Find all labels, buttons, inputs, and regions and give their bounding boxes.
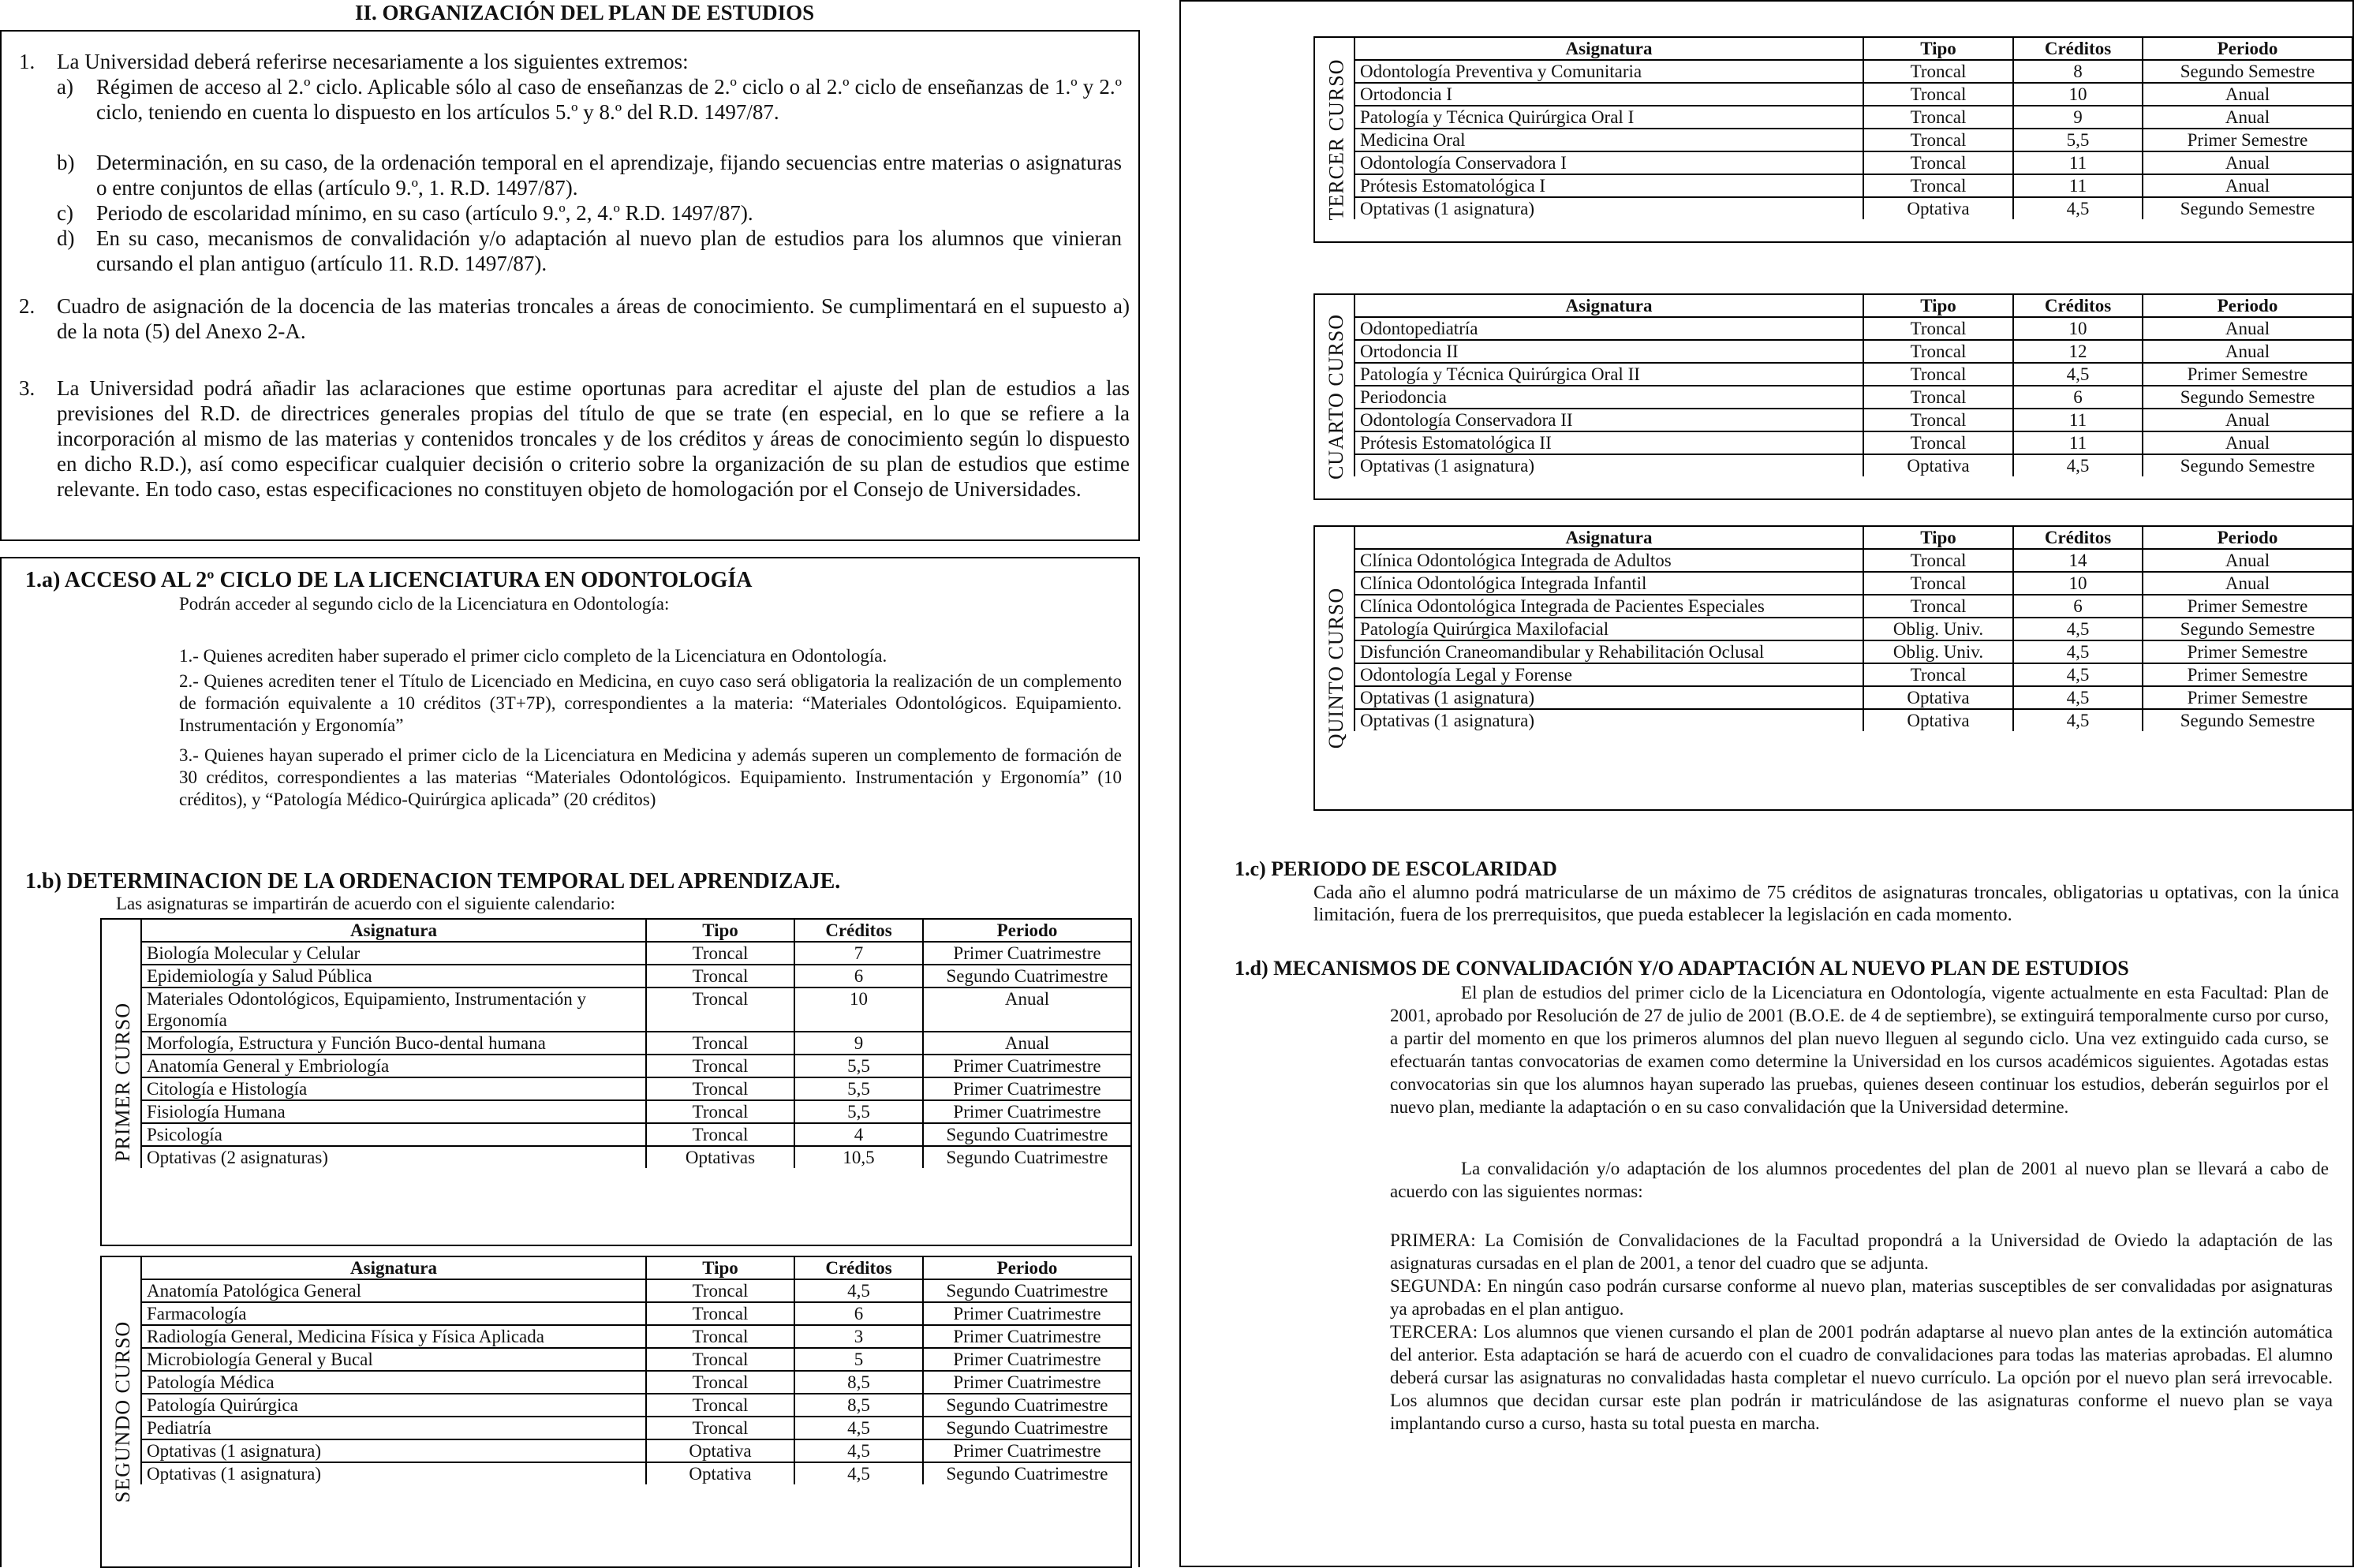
intro-item1-text: La Universidad deberá referirse necesariamente a los siguientes extremos: [57,50,689,73]
cell-creditos: 8,5 [794,1394,923,1417]
course-segundo [100,1256,1132,1568]
cell-asignatura: Optativas (1 asignatura) [1354,709,1863,731]
cell-asignatura: Optativas (1 asignatura) [1354,197,1863,219]
cell-asignatura: Pediatría [141,1417,646,1439]
cell-tipo: Troncal [646,1394,794,1417]
cell-periodo: Segundo Cuatrimestre [923,1394,1130,1417]
cell-tipo: Oblig. Univ. [1863,618,2013,640]
table-row [1354,409,2352,431]
intro-sub-c-text: Periodo de escolaridad mínimo, en su caso (artículo 9.º, 2, 4.º R.D. 1497/87). [96,201,753,225]
cell-creditos: 4,5 [794,1439,923,1462]
table-row [1354,151,2352,174]
header-creditos: Créditos [2013,38,2143,60]
cell-periodo: Anual [2143,549,2352,572]
cell-periodo: Primer Cuatrimestre [923,1055,1130,1077]
table-row [141,965,1130,987]
header-creditos: Créditos [2013,295,2143,317]
table-row [1354,363,2352,386]
table-header-row [1354,38,2352,60]
table-row [141,987,1130,1032]
cell-tipo: Troncal [1863,83,2013,106]
cell-creditos: 4,5 [2013,686,2143,709]
cell-asignatura: Anatomía Patológica General [141,1279,646,1302]
cell-asignatura: Clínica Odontológica Integrada Infantil [1354,572,1863,595]
cell-periodo: Primer Cuatrimestre [923,1100,1130,1123]
cell-tipo: Troncal [646,1371,794,1394]
cell-creditos: 5,5 [794,1077,923,1100]
header-asignatura: Asignatura [141,1257,646,1279]
header-periodo: Periodo [2143,527,2352,549]
access-lead: Podrán acceder al segundo ciclo de la Licenciatura en Odontología: [179,594,670,614]
intro-sub-c-letter: c) [57,201,73,225]
cell-asignatura: Materiales Odontológicos, Equipamiento, Instrumentación y Ergonomía [141,987,646,1032]
cell-tipo: Troncal [1863,151,2013,174]
cell-periodo: Segundo Cuatrimestre [923,1462,1130,1484]
cell-asignatura: Patología Médica [141,1371,646,1394]
table-row [141,1348,1130,1371]
cell-creditos: 10 [2013,83,2143,106]
cell-tipo: Troncal [646,1123,794,1146]
cell-creditos: 4,5 [794,1417,923,1439]
cell-asignatura: Medicina Oral [1354,129,1863,151]
intro-sub-a-text: Régimen de acceso al 2.º ciclo. Aplicable sólo al caso de enseñanzas de 2.º ciclo o al 2.º ciclo de enseñanzas de 1.º y 2.º ciclo, teniendo en cuenta lo dispuesto en los artículos 5.º y 8.º del R.D. 1497/87. [96,75,1122,124]
cell-tipo: Troncal [1863,663,2013,686]
cell-periodo: Anual [2143,174,2352,197]
plan-box-left [0,557,1140,1567]
cell-tipo: Troncal [646,1325,794,1348]
cell-periodo: Anual [2143,409,2352,431]
cell-periodo: Primer Cuatrimestre [923,1348,1130,1371]
table-row [141,1032,1130,1055]
cell-creditos: 6 [2013,595,2143,618]
table-row [1354,386,2352,409]
cell-creditos: 14 [2013,549,2143,572]
cell-creditos: 12 [2013,340,2143,363]
cell-asignatura: Patología Quirúrgica [141,1394,646,1417]
cell-asignatura: Odontología Conservadora II [1354,409,1863,431]
table-row [141,1462,1130,1484]
table-row [1354,129,2352,151]
intro-sub-b-text: Determinación, en su caso, de la ordenación temporal en el aprendizaje, fijando secuencias entre materias o asignaturas o entre conjuntos de ellas (artículo 9.º, 1. R.D. 1497/87). [96,151,1122,200]
cell-asignatura: Disfunción Craneomandibular y Rehabilitación Oclusal [1354,640,1863,663]
header-creditos: Créditos [794,920,923,942]
cell-tipo: Troncal [646,1100,794,1123]
cell-periodo: Anual [2143,431,2352,454]
cell-asignatura: Fisiología Humana [141,1100,646,1123]
cell-tipo: Optativa [1863,709,2013,731]
header-periodo: Periodo [2143,38,2352,60]
cell-creditos: 11 [2013,431,2143,454]
cell-periodo: Primer Semestre [2143,129,2352,151]
convalidacion-rule-1: PRIMERA: La Comisión de Convalidaciones de la Facultad propondrá a la Universidad de Oviedo la adaptación de las asignaturas cursadas en el plan de 2001, a tenor del cuadro que se adjunta. [1390,1230,2333,1273]
cell-asignatura: Patología y Técnica Quirúrgica Oral I [1354,106,1863,129]
cell-asignatura: Patología y Técnica Quirúrgica Oral II [1354,363,1863,386]
table-row [141,1371,1130,1394]
cell-creditos: 6 [794,1302,923,1325]
cell-creditos: 5,5 [2013,129,2143,151]
cell-creditos: 6 [794,965,923,987]
table-header-row [1354,527,2352,549]
cell-creditos: 9 [2013,106,2143,129]
cell-tipo: Optativas [646,1146,794,1168]
header-periodo: Periodo [2143,295,2352,317]
course-tercer-label: TERCER CURSO [1325,58,1347,221]
cell-periodo: Anual [923,987,1130,1032]
cell-creditos: 4,5 [2013,363,2143,386]
cell-tipo: Troncal [1863,386,2013,409]
header-tipo: Tipo [1863,527,2013,549]
cell-periodo: Primer Cuatrimestre [923,942,1130,965]
cell-asignatura: Optativas (1 asignatura) [1354,686,1863,709]
intro-item1-num: 1. [19,50,35,73]
cell-tipo: Troncal [646,1077,794,1100]
cell-periodo: Anual [923,1032,1130,1055]
cell-creditos: 10 [794,987,923,1032]
cell-tipo: Troncal [646,1279,794,1302]
cell-asignatura: Citología e Histología [141,1077,646,1100]
cell-periodo: Primer Cuatrimestre [923,1077,1130,1100]
cell-creditos: 10,5 [794,1146,923,1168]
cell-asignatura: Farmacología [141,1302,646,1325]
intro-item2-num: 2. [19,294,35,318]
cell-periodo: Primer Cuatrimestre [923,1325,1130,1348]
table-row [1354,197,2352,219]
table-row [1354,595,2352,618]
cell-creditos: 4 [794,1123,923,1146]
cell-tipo: Troncal [1863,572,2013,595]
course-tercer [1313,36,2353,243]
course-tercer-table [1354,38,2352,219]
cell-periodo: Segundo Semestre [2143,709,2352,731]
table-row [1354,572,2352,595]
cell-asignatura: Prótesis Estomatológica I [1354,174,1863,197]
cell-asignatura: Ortodoncia I [1354,83,1863,106]
table-row [1354,340,2352,363]
intro-sub-d-text: En su caso, mecanismos de convalidación y/o adaptación al nuevo plan de estudios para los alumnos que vinieran cursando el plan antiguo (artículo 11. R.D. 1497/87). [96,226,1122,275]
cell-asignatura: Odontología Preventiva y Comunitaria [1354,60,1863,83]
cell-tipo: Troncal [1863,129,2013,151]
table-row [141,1325,1130,1348]
header-periodo: Periodo [923,920,1130,942]
access-heading: 1.a) ACCESO AL 2º CICLO DE LA LICENCIATURA EN ODONTOLOGÍA [25,568,753,592]
cell-tipo: Troncal [1863,174,2013,197]
table-row [1354,431,2352,454]
cell-tipo: Troncal [646,1348,794,1371]
cell-creditos: 4,5 [2013,640,2143,663]
cell-periodo: Segundo Semestre [2143,454,2352,476]
convalidacion-heading: 1.d) MECANISMOS DE CONVALIDACIÓN Y/O ADAPTACIÓN AL NUEVO PLAN DE ESTUDIOS [1235,957,2129,980]
cell-asignatura: Microbiología General y Bucal [141,1348,646,1371]
cell-tipo: Troncal [1863,340,2013,363]
header-tipo: Tipo [1863,295,2013,317]
cell-tipo: Troncal [646,1417,794,1439]
cell-creditos: 5,5 [794,1100,923,1123]
cell-periodo: Anual [2143,83,2352,106]
cell-tipo: Optativa [646,1439,794,1462]
intro-item2-text: Cuadro de asignación de la docencia de las materias troncales a áreas de conocimiento. Se cumplimentará en el supuesto a) de la nota (5) del Anexo 2-A. [57,294,1130,343]
table-row [1354,454,2352,476]
header-tipo: Tipo [1863,38,2013,60]
cell-creditos: 5 [794,1348,923,1371]
convalidacion-p2: La convalidación y/o adaptación de los alumnos procedentes del plan de 2001 al nuevo plan se llevará a cabo de acuerdo con las siguientes normas: [1390,1159,2329,1201]
cell-tipo: Troncal [646,1302,794,1325]
cell-asignatura: Odontología Legal y Forense [1354,663,1863,686]
cell-tipo: Troncal [1863,431,2013,454]
course-segundo-table [140,1257,1130,1484]
cell-creditos: 11 [2013,151,2143,174]
cell-periodo: Anual [2143,572,2352,595]
cell-periodo: Primer Semestre [2143,686,2352,709]
cell-tipo: Optativa [1863,454,2013,476]
cell-periodo: Anual [2143,317,2352,340]
course-quinto [1313,525,2353,811]
table-row [141,1146,1130,1168]
cell-asignatura: Odontología Conservadora I [1354,151,1863,174]
cell-periodo: Segundo Semestre [2143,618,2352,640]
access-item-3: 3.- Quienes hayan superado el primer ciclo de la Licenciatura en Medicina y además superen un complemento de formación de 30 créditos, correspondientes a las materias “Materiales Odontológicos. Equipamiento. Instrumentación y Ergonomía” (10 créditos), y “Patología Médico-Quirúrgica aplicada” (20 créditos) [179,745,1122,809]
cell-periodo: Primer Cuatrimestre [923,1302,1130,1325]
header-asignatura: Asignatura [1354,295,1863,317]
table-row [1354,549,2352,572]
header-asignatura: Asignatura [1354,38,1863,60]
table-row [1354,174,2352,197]
cell-periodo: Anual [2143,151,2352,174]
table-row [1354,709,2352,731]
cell-periodo: Primer Cuatrimestre [923,1439,1130,1462]
cell-asignatura: Psicología [141,1123,646,1146]
cell-tipo: Troncal [1863,409,2013,431]
cell-periodo: Primer Cuatrimestre [923,1371,1130,1394]
cell-asignatura: Optativas (1 asignatura) [141,1439,646,1462]
cell-periodo: Primer Semestre [2143,640,2352,663]
table-header-row [1354,295,2352,317]
table-row [1354,686,2352,709]
course-primer [100,918,1132,1246]
course-segundo-label: SEGUNDO CURSO [111,1320,135,1503]
cell-periodo: Primer Semestre [2143,595,2352,618]
temporal-lead: Las asignaturas se impartirán de acuerdo con el siguiente calendario: [116,894,615,913]
intro-sub-a-letter: a) [57,75,73,99]
cell-creditos: 3 [794,1325,923,1348]
cell-periodo: Segundo Cuatrimestre [923,1417,1130,1439]
cell-tipo: Optativa [646,1462,794,1484]
cell-asignatura: Morfología, Estructura y Función Buco-dental humana [141,1032,646,1055]
table-header-row [141,920,1130,942]
cell-creditos: 4,5 [2013,618,2143,640]
cell-tipo: Troncal [646,965,794,987]
table-row [1354,640,2352,663]
intro-sub-b-letter: b) [57,151,75,174]
cell-creditos: 11 [2013,174,2143,197]
cell-tipo: Troncal [646,987,794,1032]
cell-tipo: Troncal [1863,106,2013,129]
table-row [141,1439,1130,1462]
cell-creditos: 4,5 [794,1462,923,1484]
cell-creditos: 5,5 [794,1055,923,1077]
table-row [1354,663,2352,686]
cell-tipo: Troncal [1863,60,2013,83]
cell-periodo: Primer Semestre [2143,663,2352,686]
table-row [141,1417,1130,1439]
intro-sub-d-letter: d) [57,226,75,250]
table-row [141,1100,1130,1123]
course-quinto-label: QUINTO CURSO [1325,587,1347,749]
table-row [141,1055,1130,1077]
cell-asignatura: Clínica Odontológica Integrada de Pacientes Especiales [1354,595,1863,618]
cell-creditos: 10 [2013,317,2143,340]
header-tipo: Tipo [646,920,794,942]
cell-creditos: 4,5 [2013,454,2143,476]
cell-asignatura: Ortodoncia II [1354,340,1863,363]
cell-creditos: 7 [794,942,923,965]
cell-creditos: 11 [2013,409,2143,431]
table-row [141,1279,1130,1302]
table-row [141,942,1130,965]
convalidacion-rule-3: TERCERA: Los alumnos que vienen cursando el plan de 2001 podrán adaptarse al nuevo plan antes de la extinción automática del anterior. Esta adaptación se hará de acuerdo con el cuadro de convalidaciones para todas las materias aprobadas. El alumno deberá cursar las asignaturas no convalidadas hasta completar el nuevo currículo. La opción por el nuevo plan será irrevocable. Los alumnos que decidan cursar este plan podrán ir matriculándose de las asignaturas conforme el nuevo plan se vaya implantando curso a curso, hasta su total puesta en marcha. [1390,1322,2333,1433]
cell-periodo: Primer Semestre [2143,363,2352,386]
intro-box [0,30,1140,541]
cell-asignatura: Clínica Odontológica Integrada de Adultos [1354,549,1863,572]
cell-asignatura: Epidemiología y Salud Pública [141,965,646,987]
intro-item3-num: 3. [19,376,35,400]
escolaridad-heading: 1.c) PERIODO DE ESCOLARIDAD [1235,857,1557,880]
cell-asignatura: Prótesis Estomatológica II [1354,431,1863,454]
course-primer-label: PRIMER CURSO [111,1002,134,1162]
access-item-2: 2.- Quienes acrediten tener el Título de Licenciado en Medicina, en cuyo caso será obligatoria la realización de un complemento de formación equivalente a 10 créditos (3T+7P), correspondientes a la materia: “Materiales Odontológicos. Equipamiento. Instrumentación y Ergonomía” [179,671,1122,735]
header-creditos: Créditos [2013,527,2143,549]
cell-asignatura: Anatomía General y Embriología [141,1055,646,1077]
table-row [1354,317,2352,340]
temporal-heading: 1.b) DETERMINACION DE LA ORDENACION TEMPORAL DEL APRENDIZAJE. [25,869,841,894]
cell-creditos: 6 [2013,386,2143,409]
course-cuarto-table [1354,295,2352,476]
cell-periodo: Segundo Semestre [2143,197,2352,219]
course-primer-table [140,920,1130,1168]
cell-periodo: Anual [2143,106,2352,129]
cell-periodo: Segundo Semestre [2143,60,2352,83]
course-cuarto-label: CUARTO CURSO [1325,313,1347,480]
cell-asignatura: Biología Molecular y Celular [141,942,646,965]
cell-periodo: Segundo Cuatrimestre [923,1123,1130,1146]
header-creditos: Créditos [794,1257,923,1279]
convalidacion-rule-2: SEGUNDA: En ningún caso podrán cursarse conforme al nuevo plan, materias susceptibles de ser convalidadas por asignaturas ya aprobadas en el plan antiguo. [1390,1276,2333,1319]
intro-item3-text: La Universidad podrá añadir las aclaraciones que estime oportunas para acreditar el ajuste del plan de estudios a las previsiones del R.D. de directrices generales propias del título de que se trate (en especial, en lo que se refiere a la incorporación al mismo de las materias y contenidos troncales y de los créditos y áreas de conocimiento según lo dispuesto en dicho R.D.), así como especificar cualquier decisión o criterio sobre la organización de su plan de estudios que estime relevante. En todo caso, estas especificaciones no constituyen objeto de homologación por el Consejo de Universidades. [57,376,1130,501]
table-row [1354,83,2352,106]
cell-asignatura: Radiología General, Medicina Física y Física Aplicada [141,1325,646,1348]
cell-creditos: 4,5 [794,1279,923,1302]
cell-periodo: Segundo Cuatrimestre [923,1146,1130,1168]
header-asignatura: Asignatura [1354,527,1863,549]
header-periodo: Periodo [923,1257,1130,1279]
cell-tipo: Troncal [1863,549,2013,572]
cell-tipo: Optativa [1863,197,2013,219]
cell-tipo: Troncal [646,1055,794,1077]
cell-tipo: Troncal [646,942,794,965]
header-asignatura: Asignatura [141,920,646,942]
escolaridad-text: Cada año el alumno podrá matricularse de un máximo de 75 créditos de asignaturas troncales, obligatorias u optativas, con la única limitación, fuera de los prerrequisitos, que pueda establecer la legislación en cada momento. [1313,883,2339,925]
cell-creditos: 10 [2013,572,2143,595]
cell-asignatura: Periodoncia [1354,386,1863,409]
cell-tipo: Troncal [646,1032,794,1055]
cell-tipo: Troncal [1863,317,2013,340]
cell-creditos: 4,5 [2013,663,2143,686]
convalidacion-p1: El plan de estudios del primer ciclo de la Licenciatura en Odontología, vigente actualmente en esta Facultad: Plan de 2001, aprobado por Resolución de 27 de julio de 2001 (B.O.E. de 4 de septiembre), se extinguirá temporalmente curso por curso, a partir del momento en que los primeros alumnos del plan nuevo lleguen al segundo ciclo. Una vez extinguido cada curso, se efectuarán tantas convocatorias de examen como determine la Universidad en los cursos académicos siguientes. Agotadas estas convocatorias sin que los alumnos hayan superado las pruebas, quienes deseen continuar los estudios, deberán seguirlos por el nuevo plan, mediante la adaptación o en su caso convalidación que la Universidad determine. [1390,983,2329,1117]
course-cuarto [1313,293,2353,500]
access-item-1: 1.- Quienes acrediten haber superado el primer ciclo completo de la Licenciatura en Odontología. [179,646,887,666]
plan-box-right [1179,0,2354,1567]
cell-creditos: 8,5 [794,1371,923,1394]
cell-periodo: Segundo Cuatrimestre [923,965,1130,987]
table-header-row [141,1257,1130,1279]
table-row [1354,106,2352,129]
cell-creditos: 4,5 [2013,709,2143,731]
cell-tipo: Optativa [1863,686,2013,709]
cell-asignatura: Patología Quirúrgica Maxilofacial [1354,618,1863,640]
cell-periodo: Anual [2143,340,2352,363]
cell-tipo: Troncal [1863,363,2013,386]
cell-creditos: 8 [2013,60,2143,83]
cell-creditos: 4,5 [2013,197,2143,219]
cell-asignatura: Optativas (1 asignatura) [141,1462,646,1484]
table-row [141,1302,1130,1325]
cell-asignatura: Optativas (1 asignatura) [1354,454,1863,476]
course-quinto-table [1354,527,2352,731]
table-row [1354,60,2352,83]
cell-asignatura: Odontopediatría [1354,317,1863,340]
table-row [141,1123,1130,1146]
cell-periodo: Segundo Semestre [2143,386,2352,409]
cell-tipo: Oblig. Univ. [1863,640,2013,663]
section-title: II. ORGANIZACIÓN DEL PLAN DE ESTUDIOS [355,1,815,24]
cell-periodo: Segundo Cuatrimestre [923,1279,1130,1302]
cell-asignatura: Optativas (2 asignaturas) [141,1146,646,1168]
table-row [141,1077,1130,1100]
cell-creditos: 9 [794,1032,923,1055]
table-row [1354,618,2352,640]
header-tipo: Tipo [646,1257,794,1279]
cell-tipo: Troncal [1863,595,2013,618]
table-row [141,1394,1130,1417]
